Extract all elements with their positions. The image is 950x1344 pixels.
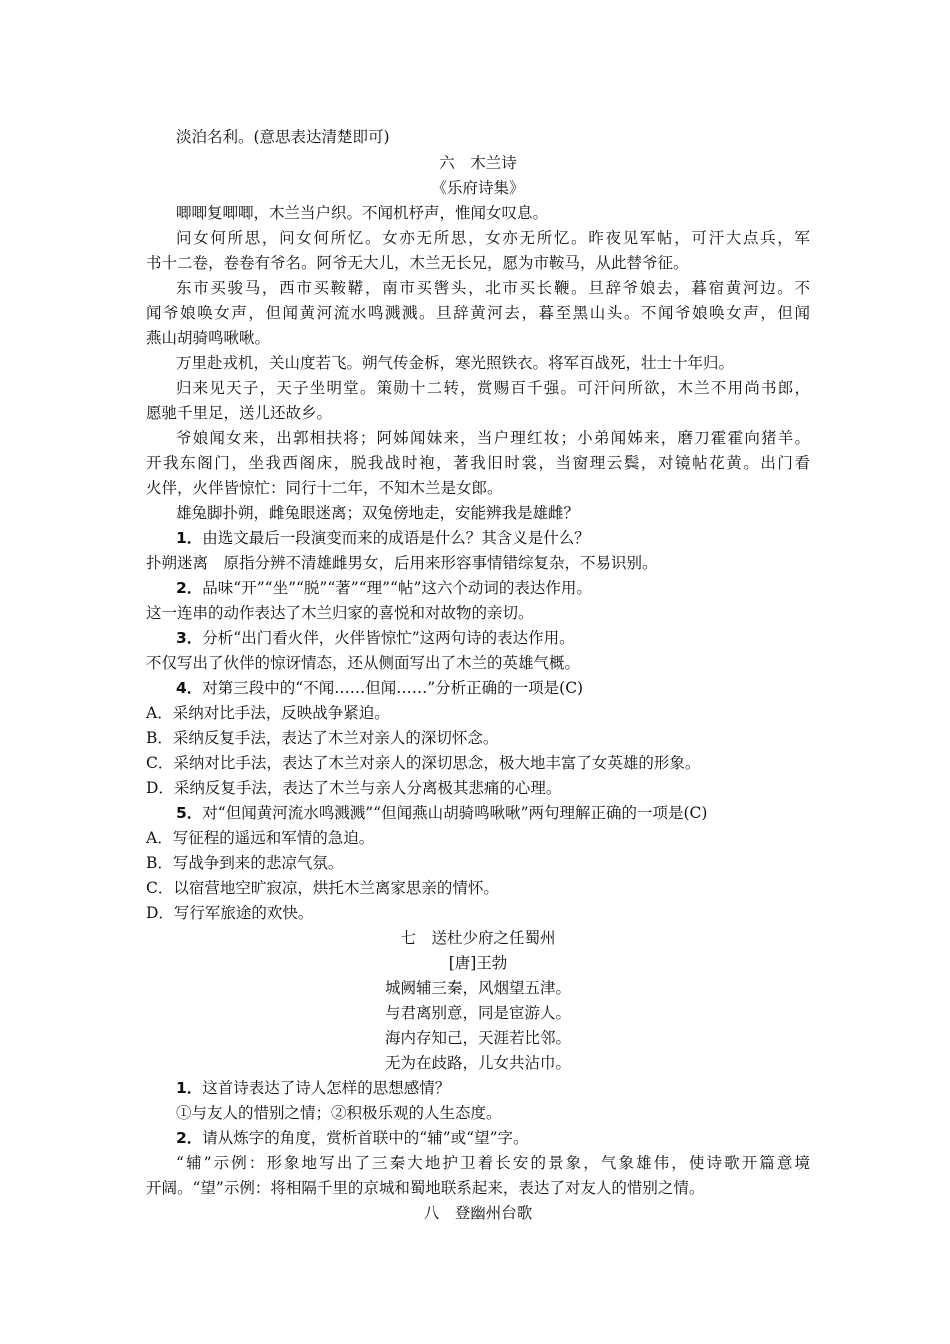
question-5 xyxy=(176,803,810,825)
question-2 xyxy=(176,1128,810,1150)
paragraph-line: 爷娘闻女来，出郭相扶将；阿姊闻妹来，当户理红妆；小弟闻姊来，磨刀霍霍向猪羊。 xyxy=(176,429,810,447)
option-c: C．以宿营地空旷寂凉，烘托木兰离家思亲的情怀。 xyxy=(146,879,499,897)
paragraph-line: 唧唧复唧唧，木兰当户织。不闻机杼声，惟闻女叹息。 xyxy=(176,204,549,222)
question-text: 对“但闻黄河流水鸣溅溅”“但闻燕山胡骑鸣啾啾”两句理解正确的一项是(C) xyxy=(202,804,708,822)
question-number: 1． xyxy=(176,529,203,547)
question-4 xyxy=(176,678,810,700)
answer-line: 淡泊名利。(意思表达清楚即可) xyxy=(176,128,390,146)
option-a: A．写征程的遥远和军情的急迫。 xyxy=(146,829,375,847)
question-number: 4． xyxy=(176,679,203,697)
question-number: 3． xyxy=(176,629,203,647)
paragraph-line: 书十二卷，卷卷有爷名。阿爷无大儿，木兰无长兄，愿为市鞍马，从此替爷征。 xyxy=(146,254,689,272)
poem-line: 无为在歧路，儿女共沾巾。 xyxy=(384,1054,571,1072)
answer-line: ①与友人的惜别之情；②积极乐观的人生态度。 xyxy=(176,1104,502,1122)
question-text: 品味“开”“坐”“脱”“著”“理”“帖”这六个动词的表达作用。 xyxy=(202,579,592,597)
option-b: B．写战争到来的悲凉气氛。 xyxy=(146,854,344,872)
paragraph-line: 火伴，火伴皆惊忙：同行十二年，不知木兰是女郎。 xyxy=(146,479,503,497)
answer-line: 扑朔迷离 原指分辨不清雄雌男女，后用来形容事情错综复杂，不易识别。 xyxy=(146,554,658,572)
question-text: 分析“出门看火伴，火伴皆惊忙”这两句诗的表达作用。 xyxy=(202,629,575,647)
paragraph-line: 愿驰千里足，送儿还故乡。 xyxy=(146,404,333,422)
option-a: A．采纳对比手法，反映战争紧迫。 xyxy=(146,704,390,722)
question-number: 2． xyxy=(176,1129,203,1147)
poem-line: 与君离别意，同是宦游人。 xyxy=(384,1004,571,1022)
question-text: 对第三段中的“不闻……但闻……”分析正确的一项是(C) xyxy=(202,679,584,697)
paragraph-line: 归来见天子，天子坐明堂。策勋十二转，赏赐百千强。可汗问所欲，木兰不用尚书郎， xyxy=(176,379,810,397)
question-text: 由选文最后一段演变而来的成语是什么？其含义是什么？ xyxy=(202,529,590,547)
section-title: 七 送杜少府之任蜀州 xyxy=(400,929,556,947)
question-number: 5． xyxy=(176,804,203,822)
poem-line: 海内存知己，天涯若比邻。 xyxy=(384,1029,571,1047)
paragraph-line: 开我东阁门，坐我西阁床，脱我战时袍，著我旧时裳，当窗理云鬓，对镜帖花黄。出门看 xyxy=(146,454,810,472)
section-title: 八 登幽州台歌 xyxy=(423,1204,533,1222)
poem-line: 城阙辅三秦，风烟望五津。 xyxy=(384,979,571,997)
author-line: [唐]王勃 xyxy=(448,954,508,972)
option-d: D．采纳反复手法，表达了木兰与亲人分离极其悲痛的心理。 xyxy=(146,779,562,797)
question-number: 1． xyxy=(176,1079,203,1097)
answer-line: “辅”示例：形象地写出了三秦大地护卫着长安的景象，气象雄伟，使诗歌开篇意境 xyxy=(176,1154,810,1172)
question-1 xyxy=(176,528,810,550)
option-d: D．写行军旅途的欢快。 xyxy=(146,904,314,922)
answer-line: 不仅写出了伙伴的惊讶情态，还从侧面写出了木兰的英雄气概。 xyxy=(146,654,581,672)
paragraph-line: 万里赴戎机，关山度若飞。朔气传金柝，寒光照铁衣。将军百战死，壮士十年归。 xyxy=(176,354,735,372)
question-1 xyxy=(176,1078,810,1100)
answer-line: 开阔。“望”示例：将相隔千里的京城和蜀地联系起来，表达了对友人的惜别之情。 xyxy=(146,1179,705,1197)
question-number: 2． xyxy=(176,579,203,597)
paragraph-line: 雄兔脚扑朔，雌兔眼迷离；双兔傍地走，安能辨我是雄雌？ xyxy=(176,504,580,522)
question-2 xyxy=(176,578,810,600)
question-text: 请从炼字的角度，赏析首联中的“辅”或“望”字。 xyxy=(202,1129,529,1147)
section-title: 六 木兰诗 xyxy=(439,154,517,172)
option-c: C．采纳对比手法，表达了木兰对亲人的深切思念，极大地丰富了女英雄的形象。 xyxy=(146,754,701,772)
answer-line: 这一连串的动作表达了木兰归家的喜悦和对故物的亲切。 xyxy=(146,604,534,622)
question-3 xyxy=(176,628,810,650)
paragraph-line: 闻爷娘唤女声，但闻黄河流水鸣溅溅。旦辞黄河去，暮至黑山头。不闻爷娘唤女声，但闻 xyxy=(146,304,810,322)
source-line: 《乐府诗集》 xyxy=(431,179,525,197)
question-text: 这首诗表达了诗人怎样的思想感情？ xyxy=(202,1079,451,1097)
paragraph-line: 东市买骏马，西市买鞍鞯，南市买辔头，北市买长鞭。旦辞爷娘去，暮宿黄河边。不 xyxy=(176,279,810,297)
option-b: B．采纳反复手法，表达了木兰对亲人的深切怀念。 xyxy=(146,729,499,747)
paragraph-line: 燕山胡骑鸣啾啾。 xyxy=(146,329,271,347)
paragraph-line: 问女何所思，问女何所忆。女亦无所思，女亦无所忆。昨夜见军帖，可汗大点兵，军 xyxy=(176,229,810,247)
